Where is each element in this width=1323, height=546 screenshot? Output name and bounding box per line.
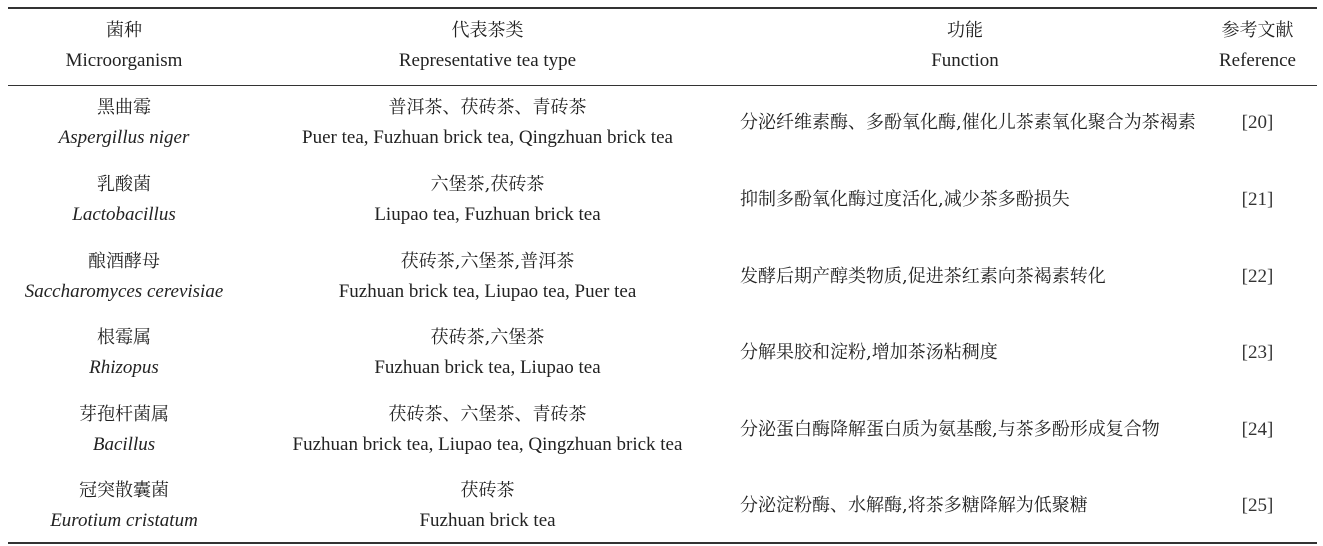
tea-en: Fuzhuan brick tea, Liupao tea	[374, 357, 601, 378]
header-organism	[8, 16, 240, 76]
header-reference	[1195, 16, 1320, 76]
organism-en: Bacillus	[92, 434, 156, 455]
table-row-3-reference	[1195, 247, 1320, 307]
table-row-4-tea	[240, 323, 735, 383]
table-row-6-organism	[8, 476, 240, 536]
reference: [25]	[1241, 495, 1274, 516]
organism-zh: 酿酒酵母	[88, 251, 160, 272]
table-row-5-organism	[8, 400, 240, 460]
tea-zh: 茯砖茶,六堡茶,普洱茶	[400, 251, 575, 272]
reference: [20]	[1241, 112, 1274, 133]
organism-en: Lactobacillus	[72, 204, 176, 225]
organism-en: Rhizopus	[89, 357, 159, 378]
table-row-4-reference	[1195, 323, 1320, 383]
header-reference-zh: 参考文献	[1221, 20, 1294, 41]
table-row-1-organism	[8, 93, 240, 153]
tea-zh: 茯砖茶、六堡茶、青砖茶	[388, 404, 587, 425]
table-row-1-tea	[240, 93, 735, 153]
reference: [21]	[1241, 189, 1274, 210]
table-row-6-reference	[1195, 476, 1320, 536]
tea-zh: 茯砖茶	[460, 480, 515, 501]
tea-en: Fuzhuan brick tea, Liupao tea, Puer tea	[338, 281, 637, 302]
function-zh: 分泌纤维素酶、多酚氧化酶,催化儿茶素氧化聚合为茶褐素	[740, 112, 1196, 133]
table-row-6-tea	[240, 476, 735, 536]
table-row-4-function	[740, 323, 1200, 383]
header-tea-type	[240, 16, 735, 76]
table-row-3-tea	[240, 247, 735, 307]
organism-en: Eurotium cristatum	[50, 510, 198, 531]
function-zh: 分解果胶和淀粉,增加茶汤粘稠度	[740, 342, 998, 363]
reference: [23]	[1241, 342, 1274, 363]
organism-zh: 芽孢杆菌属	[79, 404, 169, 425]
organism-zh: 黑曲霉	[97, 97, 151, 118]
function-zh: 分泌淀粉酶、水解酶,将茶多糖降解为低聚糖	[740, 495, 1088, 516]
table-row-5-tea	[240, 400, 735, 460]
header-function	[735, 16, 1195, 76]
function-zh: 分泌蛋白酶降解蛋白质为氨基酸,与茶多酚形成复合物	[740, 419, 1160, 440]
table-row-5-reference	[1195, 400, 1320, 460]
header-organism-zh: 菌种	[106, 20, 142, 41]
bottom-rule	[8, 542, 1317, 544]
tea-zh: 普洱茶、茯砖茶、青砖茶	[388, 97, 587, 118]
header-rule	[8, 85, 1317, 86]
table-row-3-function	[740, 247, 1200, 307]
table-row-4-organism	[8, 323, 240, 383]
organism-zh: 根霉属	[97, 327, 151, 348]
table-row-2-organism	[8, 170, 240, 230]
table-row-2-function	[740, 170, 1200, 230]
tea-en: Fuzhuan brick tea, Liupao tea, Qingzhuan brick tea	[292, 434, 683, 455]
organism-zh: 冠突散囊菌	[79, 480, 169, 501]
header-function-zh: 功能	[947, 20, 983, 41]
table-row-1-reference	[1195, 93, 1320, 153]
function-zh: 发酵后期产醇类物质,促进茶红素向茶褐素转化	[740, 266, 1106, 287]
organism-en: Saccharomyces cerevisiae	[24, 281, 224, 302]
table-row-2-tea	[240, 170, 735, 230]
tea-zh: 六堡茶,茯砖茶	[430, 174, 545, 195]
tea-en: Fuzhuan brick tea	[419, 510, 556, 531]
tea-zh: 茯砖茶,六堡茶	[430, 327, 545, 348]
table-row-5-function	[740, 400, 1200, 460]
reference: [24]	[1241, 419, 1274, 440]
function-zh: 抑制多酚氧化酶过度活化,减少茶多酚损失	[740, 189, 1070, 210]
top-rule	[8, 7, 1317, 9]
reference: [22]	[1241, 266, 1274, 287]
header-organism-en: Microorganism	[65, 50, 183, 71]
header-tea-type-en: Representative tea type	[398, 50, 577, 71]
header-tea-type-zh: 代表茶类	[451, 20, 524, 41]
tea-en: Liupao tea, Fuzhuan brick tea	[374, 204, 601, 225]
table-row-6-function	[740, 476, 1200, 536]
tea-en: Puer tea, Fuzhuan brick tea, Qingzhuan brick tea	[302, 127, 673, 148]
table-row-1-function	[740, 93, 1200, 153]
organism-zh: 乳酸菌	[97, 174, 151, 195]
table-row-2-reference	[1195, 170, 1320, 230]
table-row-3-organism	[8, 247, 240, 307]
header-reference-en: Reference	[1219, 50, 1296, 71]
organism-en: Aspergillus niger	[58, 127, 190, 148]
header-function-en: Function	[931, 50, 999, 71]
